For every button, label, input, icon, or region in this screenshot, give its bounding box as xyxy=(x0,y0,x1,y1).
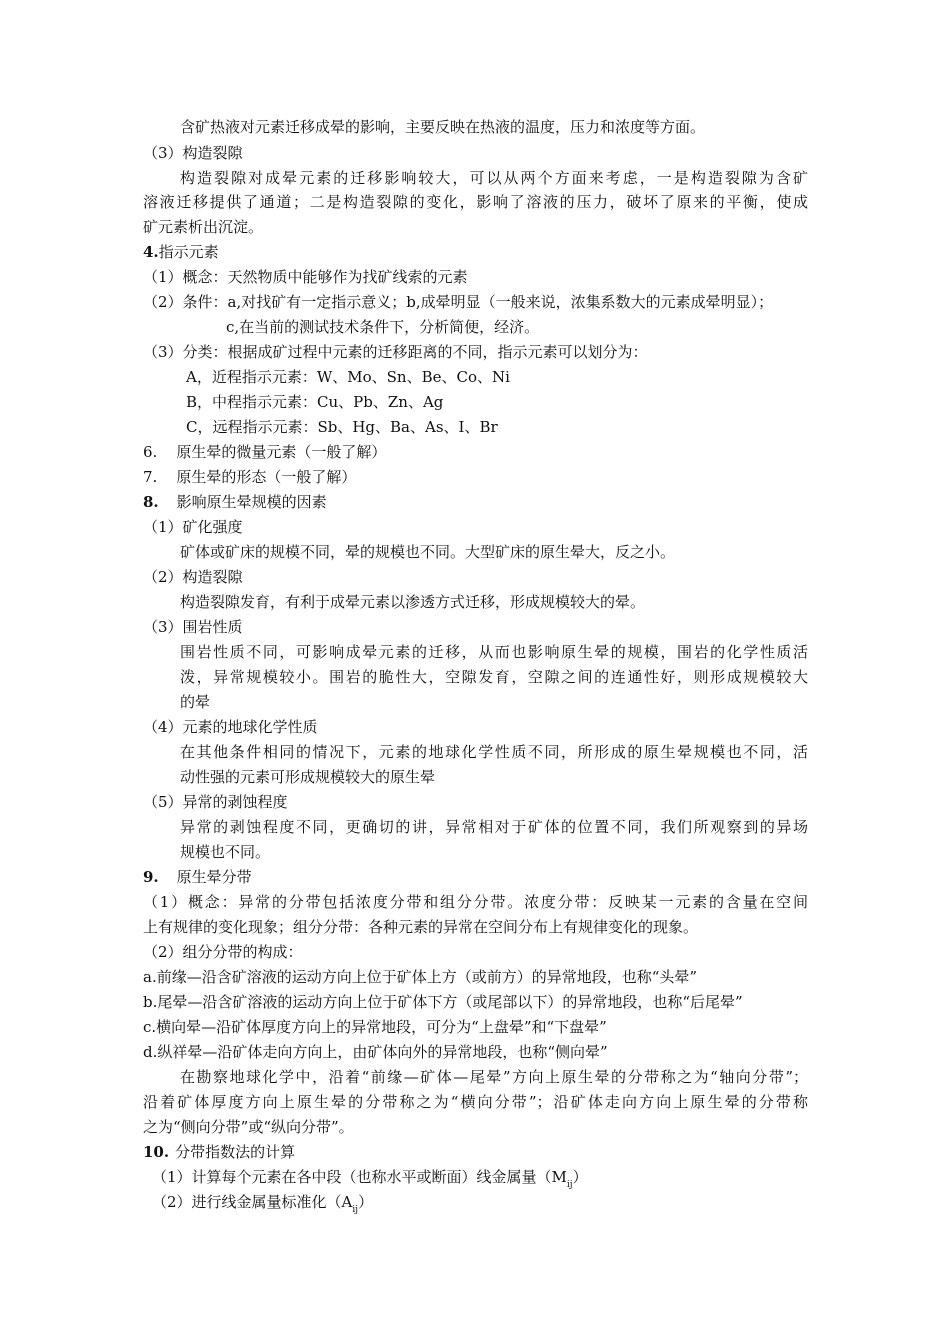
item-3-heading: （3）构造裂隙 xyxy=(143,144,243,162)
paragraph-line: （1）概念：异常的分带包括浓度分带和组分分带。浓度分带：反映某一元素的含量在空间 xyxy=(143,893,808,911)
list-item: c.横向晕—沿矿体厚度方向上的异常地段，可分为“上盘晕”和“下盘晕” xyxy=(143,1018,607,1036)
section-9-heading xyxy=(143,867,252,887)
step-text: （1）计算每个元素在各中段（也称水平或断面）线金属量（M xyxy=(152,1168,567,1186)
section-6-heading: 6. 原生晕的微量元素（一般了解） xyxy=(143,443,387,461)
section-number: 4. xyxy=(143,243,159,261)
concept-line: （1）概念：天然物质中能够作为找矿线索的元素 xyxy=(143,268,468,286)
section-8-heading xyxy=(143,492,327,512)
section-10-heading xyxy=(143,1142,295,1162)
section-3-intro: 含矿热液对元素迁移成晕的影响，主要反映在热液的温度，压力和浓度等方面。 xyxy=(180,118,706,136)
step-text-end: ） xyxy=(572,1168,588,1186)
paragraph-line: 溶液迁移提供了通道；二是构造裂隙的变化，影响了溶液的压力，破坏了原来的平衡，使成 xyxy=(143,193,808,211)
item-heading: （2）组分分带的构成： xyxy=(143,943,303,961)
classification-c: C，远程指示元素：Sb、Hg、Ba、As、I、Br xyxy=(186,418,498,436)
paragraph-line: 泼，异常规模较小。围岩的脆性大，空隙发育，空隙之间的连通性好，则形成规模较大 xyxy=(180,668,808,686)
paragraph-line: 在其他条件相同的情况下，元素的地球化学性质不同，所形成的原生晕规模也不同，活 xyxy=(180,743,808,761)
list-item: d.纵祥晕—沿矿体走向方向上，由矿体向外的异常地段，也称“侧向晕” xyxy=(143,1043,608,1061)
section-title: 原生晕分带 xyxy=(176,868,252,886)
item-heading: （5）异常的剥蚀程度 xyxy=(143,793,288,811)
list-item: a.前缘—沿含矿溶液的运动方向上位于矿体上方（或前方）的异常地段，也称“头晕” xyxy=(143,968,698,986)
item-heading: （2）构造裂隙 xyxy=(143,568,243,586)
section-number: 10. xyxy=(143,1143,170,1161)
classification-b: B，中程指示元素：Cu、Pb、Zn、Ag xyxy=(186,393,444,411)
paragraph-line: 构造裂隙对成晕元素的迁移影响较大，可以从两个方面来考虑，一是构造裂隙为含矿 xyxy=(180,169,808,187)
paragraph-line: 围岩性质不同，可影响成晕元素的迁移，从而也影响原生晕的规模，围岩的化学性质活 xyxy=(180,643,808,661)
item-heading: （1）矿化强度 xyxy=(143,518,243,536)
condition-line: （2）条件：a,对找矿有一定指示意义；b,成晕明显（一般来说，浓集系数大的元素成晕明显）； xyxy=(143,293,774,311)
paragraph-line: 的晕 xyxy=(180,693,211,711)
section-number: 9. xyxy=(143,868,159,886)
section-title: 指示元素 xyxy=(158,243,219,261)
paragraph-line: 矿体或矿床的规模不同，晕的规模也不同。大型矿床的原生晕大，反之小。 xyxy=(180,543,676,561)
classification-a: A，近程指示元素：W、Mo、Sn、Be、Co、Ni xyxy=(186,368,510,386)
step-text: （2）进行线金属量标准化（A xyxy=(152,1193,353,1211)
section-title: 分带指数法的计算 xyxy=(175,1143,296,1161)
paragraph-line: 之为“侧向分带”或“纵向分带”。 xyxy=(143,1118,354,1136)
item-heading: （3）围岩性质 xyxy=(143,618,243,636)
section-7-heading: 7. 原生晕的形态（一般了解） xyxy=(143,468,357,486)
paragraph-line: 矿元素析出沉淀。 xyxy=(143,218,264,236)
item-heading: （4）元素的地球化学性质 xyxy=(143,718,318,736)
step-text-end: ） xyxy=(358,1193,374,1211)
paragraph-line: 异常的剥蚀程度不同，更确切的讲，异常相对于矿体的位置不同，我们所观察到的异场 xyxy=(180,818,808,836)
list-item: b.尾晕—沿含矿溶液的运动方向上位于矿体下方（或尾部以下）的异常地段，也称“后尾晕” xyxy=(143,993,743,1011)
condition-line: c,在当前的测试技术条件下，分析简便，经济。 xyxy=(226,318,540,336)
subscript: ij xyxy=(566,1180,573,1190)
subscript: ij xyxy=(352,1205,359,1215)
paragraph-line: 规模也不同。 xyxy=(180,843,271,861)
paragraph-line: 动性强的元素可形成规模较大的原生晕 xyxy=(180,768,436,786)
step-line xyxy=(152,1167,588,1190)
section-number: 8. xyxy=(143,493,159,511)
paragraph-line: 构造裂隙发育，有利于成晕元素以渗透方式迁移，形成规模较大的晕。 xyxy=(180,593,646,611)
paragraph-line: 上有规律的变化现象；组分分带：各种元素的异常在空间分布上有规律变化的现象。 xyxy=(143,918,699,936)
section-title: 影响原生晕规模的因素 xyxy=(176,493,327,511)
paragraph-line: 沿着矿体厚度方向上原生晕的分带称之为“横向分带”；沿矿体走向方向上原生晕的分带称 xyxy=(143,1093,808,1111)
step-line xyxy=(152,1192,374,1215)
section-4-heading xyxy=(143,242,219,262)
paragraph-line: 在勘察地球化学中，沿着“前缘—矿体—尾晕”方向上原生晕的分带称之为“轴向分带”； xyxy=(180,1068,808,1086)
classification-line: （3）分类：根据成矿过程中元素的迁移距离的不同，指示元素可以划分为： xyxy=(143,343,648,361)
